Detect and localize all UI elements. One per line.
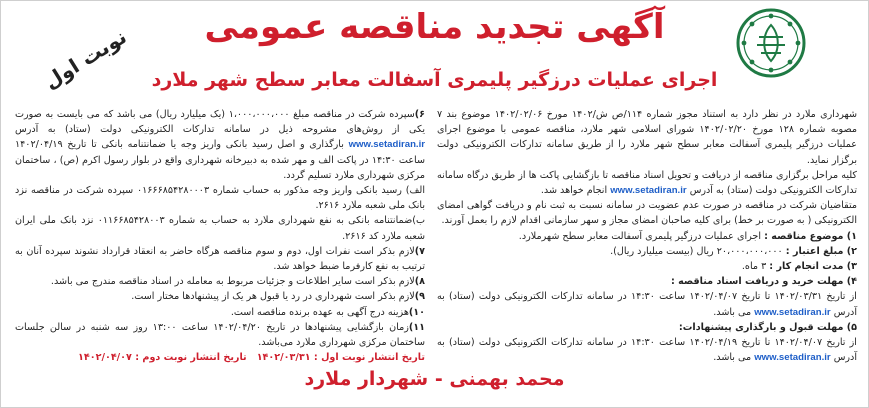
- intro-paragraph: شهرداری ملارد در نظر دارد به استناد مجوز شماره ۱۱۴/ص ش/۱۴۰۲ مورخ ۱۴۰۲/۰۲/۰۶ موضوع بند ۷ مصوبه شماره ۱۲۸ مورخ ۱۴۰۲/۰۲/۲۰ شورای اسلامی شهر ملارد، مناقصه عمومی با موضوع اجرای عملیات درزگیر پلیمری آسفالت معابر سطح شهر ملارد را از طریق سامانه تدارکات الکترونیکی دولت برگزار نماید.: [437, 109, 857, 166]
- setadiran-link[interactable]: www.setadiran.ir: [754, 352, 831, 364]
- item-opening: ۱۱)زمان بازگشایی پیشنهادها در تاریخ ۱۴۰۲/۰۴/۲۰ ساعت ۱۳:۰۰ روز سه شنبه در سالن جلسات ساختمان مرکزی شهرداری ملارد می‌باشد.: [15, 321, 425, 349]
- procedure-paragraph: کلیه مراحل برگزاری مناقصه از دریافت و تحویل اسناد مناقصه تا بازگشایی پاکت ها از طریق درگاه سامانه تدارکات الکترونیکی دولت (ستاد) به آدرس www.setadiran.ir انجام خواهد شد.: [437, 169, 857, 197]
- item-submission-deadline-text: از تاریخ ۱۴۰۲/۰۴/۰۷ تا تاریخ ۱۴۰۲/۰۴/۱۹ ساعت ۱۴:۳۰ در سامانه تدارکات الکترونیکی دولت (ستاد) به آدرس www.setadiran.ir می باشد.: [437, 337, 857, 364]
- item-deposit-be: ب)ضمانتنامه بانکی به نفع شهرداری ملارد به حساب به شماره ۰۱۱۶۶۸۵۴۲۸۰۰۳ نزد بانک ملی ایران شعبه ملارد کد ۲۶۱۶.: [15, 215, 425, 242]
- item-duration: ۳) مدت انجام کار : ۳ ماه.: [741, 261, 857, 273]
- notice-subtitle: اجرای عملیات درزگیر پلیمری آسفالت معابر سطح شهر ملارد: [151, 69, 718, 91]
- item-rights: ۹)لازم بذکر است شهرداری در رد یا قبول هر یک از پیشنهادها مختار است.: [131, 291, 425, 303]
- publication-round-badge: نوبت اول: [39, 24, 131, 94]
- publication-dates: تاریخ انتشار نوبت اول : ۱۴۰۲/۰۳/۳۱ تاریخ انتشار نوبت دوم : ۱۴۰۲/۰۴/۰۷: [78, 352, 425, 364]
- item-deposit: ۶)سپرده شرکت در مناقصه مبلغ ۱،۰۰۰،۰۰۰،۰۰۰ (یک میلیارد ریال) می باشد که می بایست به صورت یکی از روش‌های مشروحه ذیل در سامانه تدارکات الکترونیکی دولت (ستاد) به آدرس www.setadiran.ir بارگذاری و اصل رسید بانکی واریز وجه یا ضمانتنامه بانکی تا تاریخ ۱۴۰۲/۰۴/۱۹ ساعت ۱۴:۳۰ در پاکت الف و مهر شده به دبیرخانه شهرداری واقع در بلوار رسول اکرم (ص) ، ساختمان مرکزی شهرداری ملارد تسلیم گردد.: [15, 109, 426, 181]
- item-ad-cost: ۱۰)هزینه درج آگهی به عهده برنده مناقصه است.: [230, 306, 425, 318]
- item-subject: ۱) موضوع مناقصه : اجرای عملیات درزگیر پلیمری آسفالت معابر سطح شهرملارد.: [518, 230, 857, 242]
- right-column: [437, 107, 857, 365]
- left-column: [15, 107, 425, 365]
- notice-title: آگهی تجدید مناقصه عمومی: [204, 7, 665, 47]
- item-details: ۸)لازم بذکر است سایر اطلاعات و جزئیات مربوط به معامله در اسناد مناقصه مندرج می باشد.: [50, 276, 425, 288]
- registration-paragraph: متقاضیان شرکت در مناقصه در صورت عدم عضویت در سامانه نسبت به ثبت نام و دریافت گواهی امضای الکترونیکی ( به صورت بر خط) برای کلیه صاحبان امضای مجاز و سهر سازمانی اقدام لازم را بعمل آورند.: [437, 200, 857, 227]
- item-forfeit: ۷)لازم بذکر است نفرات اول، دوم و سوم مناقصه هرگاه حاضر به انعقاد قرارداد نشوند سپرده آنان به ترتیب به نفع کارفرما ضبط خواهد شد.: [15, 245, 425, 273]
- item-document-deadline: ۴) مهلت خرید و دریافت اسناد مناقصه :: [670, 276, 857, 288]
- item-budget: ۲) مبلغ اعتبار : ۲۰،۰۰۰،۰۰۰،۰۰۰ ریال (بیست میلیارد ریال).: [610, 245, 857, 257]
- item-deposit-alef: الف) رسید بانکی واریز وجه مذکور به حساب شماره ۰۱۶۶۶۸۵۴۲۸۰۰۰۳ سپرده شرکت در مناقصه نزد بانک ملی شعبه ملارد ۲۶۱۶.: [15, 185, 425, 212]
- setadiran-link[interactable]: www.setadiran.ir: [754, 306, 831, 318]
- item-document-deadline-text: از تاریخ ۱۴۰۲/۰۳/۳۱ تا تاریخ ۱۴۰۲/۰۴/۰۷ ساعت ۱۴:۳۰ در سامانه تدارکات الکترونیکی دولت (ستاد) به آدرس www.setadiran.ir می باشد.: [437, 291, 857, 318]
- setadiran-link[interactable]: www.setadiran.ir: [348, 139, 425, 151]
- setadiran-link[interactable]: www.setadiran.ir: [610, 185, 687, 197]
- mayor-signature: محمد بهمنی - شهردار ملارد: [304, 368, 565, 390]
- item-submission-deadline: ۵) مهلت قبول و بارگذاری پیشنهادات:: [678, 321, 857, 333]
